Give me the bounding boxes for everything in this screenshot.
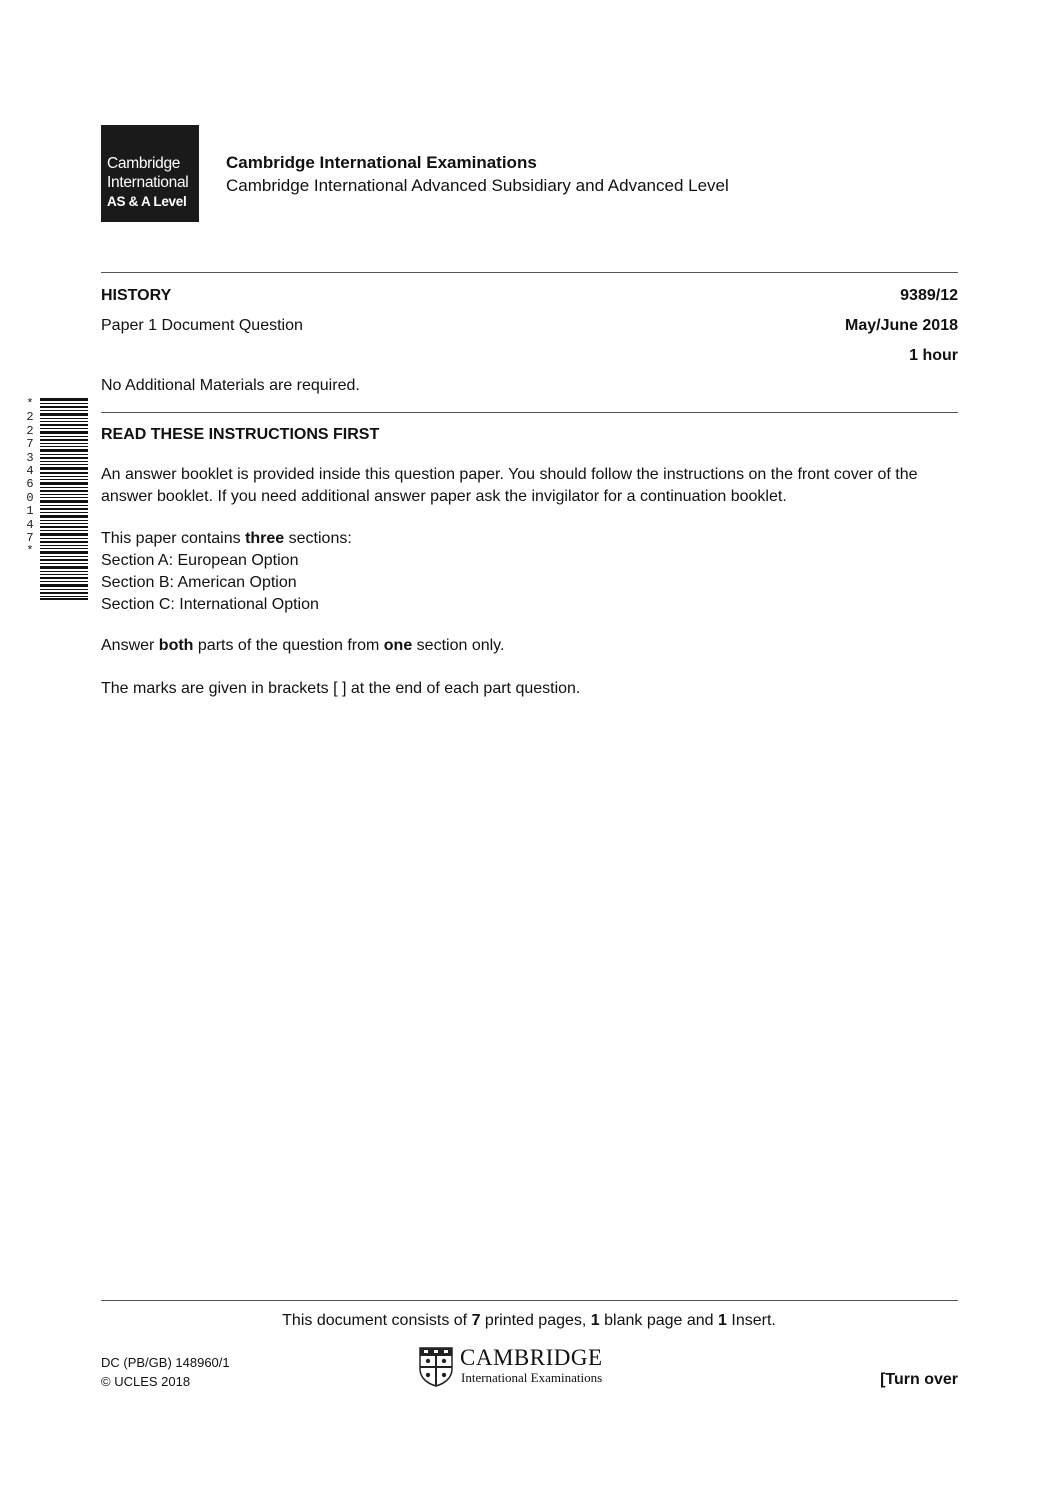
instructions-heading: READ THESE INSTRUCTIONS FIRST [101,426,380,443]
cambridge-logo [101,125,199,222]
barcode-digit: 1 [26,504,34,519]
paper-title: Paper 1 Document Question [101,317,303,334]
divider [101,412,958,413]
logo-line-3: AS & A Level [107,194,187,209]
instruction-marks: The marks are given in brackets [ ] at the end of each part question. [101,680,581,697]
barcode-digits [22,398,38,559]
page-count-note: This document consists of 7 printed pages, 1 blank page and 1 Insert. [282,1312,776,1329]
section-c: Section C: International Option [101,596,319,613]
duration: 1 hour [909,347,958,364]
materials-note: No Additional Materials are required. [101,377,360,394]
cambridge-wordmark: CAMBRIDGE [460,1345,603,1370]
subject: HISTORY [101,287,172,304]
session: May/June 2018 [845,317,958,334]
qualification-name: Cambridge International Advanced Subsidiary and Advanced Level [226,176,729,195]
section-b: Section B: American Option [101,574,297,591]
barcode-digit: 7 [26,531,34,546]
organisation-name: Cambridge International Examinations [226,153,537,172]
barcode-digit: 4 [26,464,34,479]
section-a: Section A: European Option [101,552,299,569]
instruction-answer-rule: Answer both parts of the question from one section only. [101,637,505,654]
barcode-digit: 3 [26,450,34,465]
divider [101,1300,958,1301]
paper-code: 9389/12 [900,287,958,304]
sections-intro: This paper contains three sections: [101,530,352,547]
barcode-digit: 4 [26,517,34,532]
barcode-digit: 0 [26,490,34,505]
barcode-digit: 2 [26,423,34,438]
instruction-answer-booklet: An answer booklet is provided inside this question paper. You should follow the instructions on the front cover of the answer booklet. If you need additional answer paper ask the invigilator for a continuation booklet. [101,466,918,505]
document-reference: DC (PB/GB) 148960/1 [101,1355,230,1370]
instruction-sections [101,528,961,616]
cambridge-crest-icon [419,1347,453,1387]
barcode-icon [40,398,88,600]
cambridge-wordmark-sub: International Examinations [461,1370,603,1385]
barcode-digit: 2 [26,410,34,425]
barcode-digit: 7 [26,437,34,452]
divider [101,272,958,273]
barcode-digit: 6 [26,477,34,492]
logo-line-2: International [107,174,189,191]
copyright: © UCLES 2018 [101,1374,191,1389]
turn-over: [Turn over [880,1371,958,1388]
barcode-digit: * [26,397,34,411]
logo-line-1: Cambridge [107,155,181,172]
barcode-digit: * [26,544,34,559]
